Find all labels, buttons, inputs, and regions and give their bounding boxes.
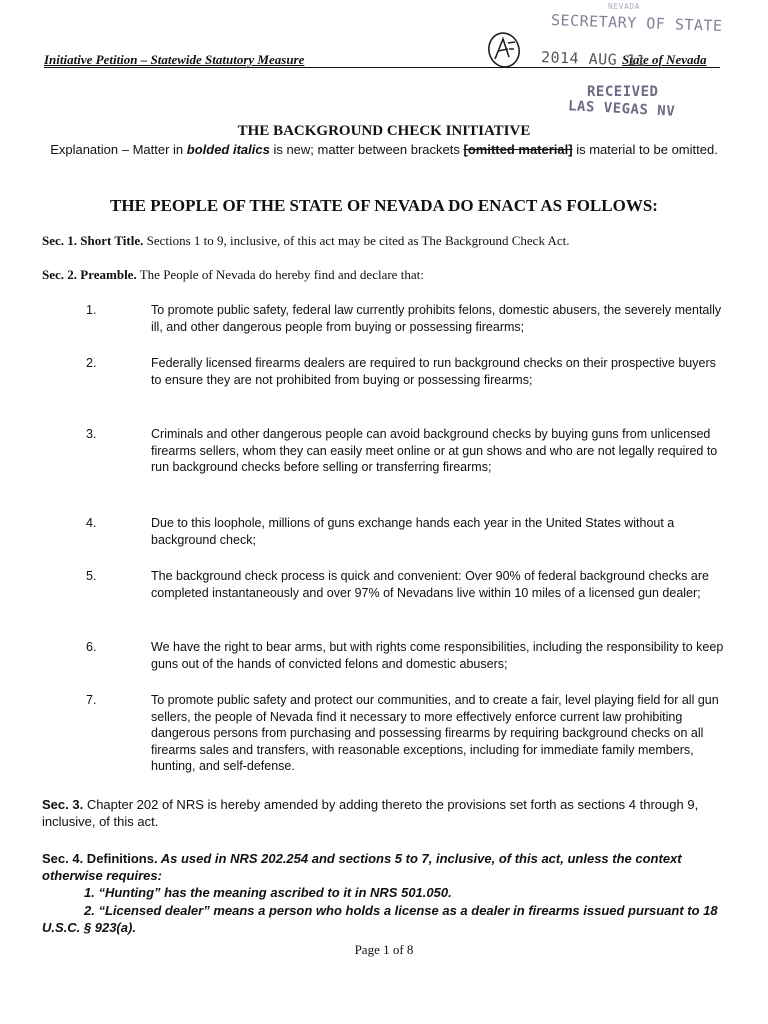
list-item-number: 3. [86, 427, 97, 441]
list-item-number: 6. [86, 640, 97, 654]
explanation-omitted: [omitted material] [463, 142, 573, 157]
definition-licensed-dealer: 2. “Licensed dealer” means a person who holds a license as a dealer in firearms issued pursuant to 18 U.S.C. § 923(a). [42, 903, 718, 935]
list-item-text: The background check process is quick and convenient: Over 90% of federal background checks are completed instantaneously and over 97% of Nevadans live within 10 miles of a licensed gun dealer; [151, 569, 709, 600]
explanation-bold-italic: bolded italics [186, 142, 270, 157]
handwritten-initials-icon [484, 30, 524, 70]
date-stamp: 2014 AUG 11 [540, 48, 647, 70]
section-2-text: The People of Nevada do hereby find and declare that: [136, 267, 424, 282]
section-3 [42, 796, 722, 830]
section-2 [42, 266, 722, 283]
list-item-text: To promote public safety and protect our communities, and to create a fair, level playing field for all gun sellers, the people of Nevada find it necessary to more effectively enforce current law prohibiting dangerous persons from purchasing and possessing firearms by requiring background checks on all firearms sales and transfers, with reasonable exceptions, including for immediate family members, hunting, and self-defense. [151, 693, 719, 773]
definition-hunting: 1. “Hunting” has the meaning ascribed to it in NRS 501.050. [84, 885, 452, 900]
explanation-prefix: Explanation – Matter in [50, 142, 187, 157]
section-3-heading: Sec. 3. [42, 797, 84, 812]
list-item-number: 7. [86, 693, 97, 707]
explanation [40, 141, 728, 159]
stamp-small-text: NEVADA [608, 2, 640, 11]
explanation-suffix: is material to be omitted. [572, 142, 718, 157]
state-label: State of Nevada [622, 52, 707, 67]
page-number: Page 1 of 8 [354, 942, 414, 957]
list-item-text: To promote public safety, federal law currently prohibits felons, domestic abusers, the severely mentally ill, and other dangerous people from buying or possessing firearms; [151, 303, 722, 334]
list-item-text: Due to this loophole, millions of guns exchange hands each year in the United States without a background check; [151, 516, 675, 547]
section-1 [42, 232, 722, 249]
list-item-text: We have the right to bear arms, but with rights come responsibilities, including the responsibility to keep guns out of the hands of convicted felons and domestic abusers; [151, 640, 724, 671]
section-4-heading: Sec. 4. Definitions. [42, 851, 158, 866]
list-item-text: Criminals and other dangerous people can avoid background checks by buying guns from unlicensed firearms sellers, whom they can easily meet online or at gun shows and who are not legally required to run background checks before selling or transferring firearms; [151, 427, 718, 474]
list-item-text: Federally licensed firearms dealers are required to run background checks on their prospective buyers to ensure they are not prohibited from buying or possessing firearms; [151, 356, 716, 387]
section-2-heading: Sec. 2. Preamble. [42, 267, 137, 282]
explanation-middle: is new; matter between brackets [269, 142, 464, 157]
secretary-of-state-stamp: SECRETARY OF STATE [550, 11, 723, 35]
section-4 [42, 850, 722, 884]
list-item-number: 1. [86, 303, 97, 317]
section-1-heading: Sec. 1. Short Title. [42, 233, 144, 248]
enacting-clause: THE PEOPLE OF THE STATE OF NEVADA DO ENACT AS FOLLOWS: [110, 196, 658, 215]
list-item-number: 2. [86, 356, 97, 370]
section-1-text: Sections 1 to 9, inclusive, of this act may be cited as The Background Check Act. [143, 233, 570, 248]
petition-header-title: Initiative Petition – Statewide Statutory Measure [44, 52, 305, 67]
location-stamp: LAS VEGAS NV [567, 98, 676, 120]
document-title: THE BACKGROUND CHECK INITIATIVE [237, 123, 531, 139]
section-4-text: As used in NRS 202.254 and sections 5 to 7, inclusive, of this act, unless the context otherwise requires: [42, 851, 682, 883]
section-3-text: Chapter 202 of NRS is hereby amended by adding thereto the provisions set forth as sections 4 through 9, inclusive, of this act. [42, 797, 699, 829]
received-stamp: RECEIVED [587, 84, 659, 100]
list-item-number: 4. [86, 516, 97, 530]
list-item-number: 5. [86, 569, 97, 583]
